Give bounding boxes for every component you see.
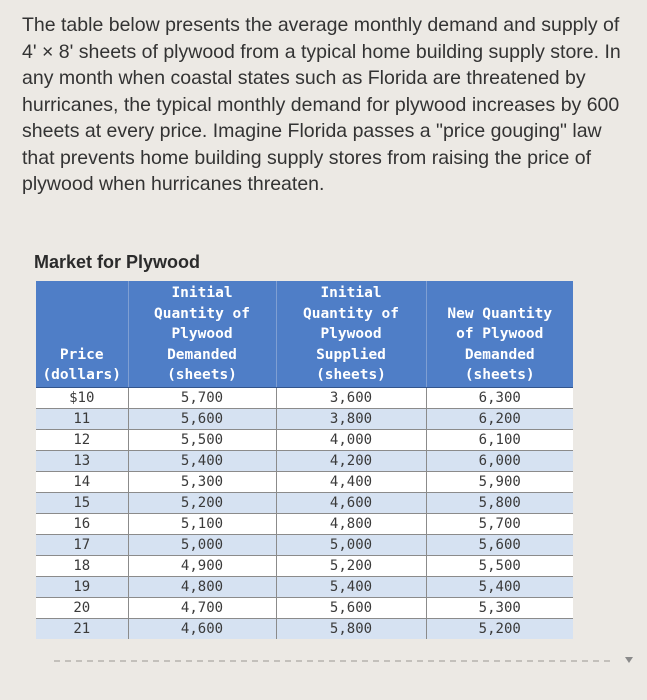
header-initial-supplied: Initial Quantity of Plywood Supplied (sheets): [276, 281, 426, 387]
price-cell: 20: [36, 597, 128, 618]
initial-demanded-cell: 5,300: [128, 471, 276, 492]
initial-supplied-cell: 4,800: [276, 513, 426, 534]
table-row: [36, 387, 573, 408]
new-demanded-cell: 5,800: [426, 492, 573, 513]
initial-demanded-cell: 5,400: [128, 450, 276, 471]
table-row: [36, 534, 573, 555]
table-row: [36, 597, 573, 618]
new-demanded-cell: 6,100: [426, 429, 573, 450]
new-demanded-cell: 5,300: [426, 597, 573, 618]
initial-supplied-cell: 4,600: [276, 492, 426, 513]
price-cell: 16: [36, 513, 128, 534]
initial-supplied-cell: 5,000: [276, 534, 426, 555]
table-row: [36, 555, 573, 576]
price-cell: 14: [36, 471, 128, 492]
price-cell: 15: [36, 492, 128, 513]
price-cell: 17: [36, 534, 128, 555]
initial-supplied-cell: 4,000: [276, 429, 426, 450]
problem-text: The table below presents the average monthly demand and supply of 4' × 8' sheets of plywood from a typical home building supply store. In any month when coastal states such as Florida are threatened by hurricanes, the typical monthly demand for plywood increases by 600 sheets at every price. Imagine Florida passes a "price gouging" law that prevents home building supply stores from raising the price of plywood when hurricanes threaten.: [22, 14, 621, 195]
partial-next-content-strip: [54, 660, 614, 662]
table-row: [36, 471, 573, 492]
table-row: [36, 450, 573, 471]
table-header-row: [36, 281, 573, 387]
table-row: [36, 513, 573, 534]
new-demanded-cell: 5,500: [426, 555, 573, 576]
new-demanded-cell: 5,200: [426, 618, 573, 639]
initial-demanded-cell: 4,800: [128, 576, 276, 597]
plywood-market-table: [36, 281, 573, 639]
header-new-demanded: New Quantity of Plywood Demanded (sheets): [426, 281, 573, 387]
price-cell: $10: [36, 387, 128, 408]
table-row: [36, 429, 573, 450]
initial-demanded-cell: 4,900: [128, 555, 276, 576]
price-cell: 12: [36, 429, 128, 450]
plywood-market-table-container: [36, 281, 573, 639]
initial-demanded-cell: 5,500: [128, 429, 276, 450]
initial-demanded-cell: 5,600: [128, 408, 276, 429]
table-row: [36, 492, 573, 513]
initial-supplied-cell: 5,200: [276, 555, 426, 576]
new-demanded-cell: 6,300: [426, 387, 573, 408]
initial-demanded-cell: 5,100: [128, 513, 276, 534]
initial-supplied-cell: 3,600: [276, 387, 426, 408]
initial-supplied-cell: 5,800: [276, 618, 426, 639]
initial-supplied-cell: 3,800: [276, 408, 426, 429]
table-row: [36, 576, 573, 597]
price-cell: 18: [36, 555, 128, 576]
initial-demanded-cell: 4,600: [128, 618, 276, 639]
initial-supplied-cell: 5,400: [276, 576, 426, 597]
price-cell: 19: [36, 576, 128, 597]
initial-supplied-cell: 4,200: [276, 450, 426, 471]
initial-demanded-cell: 4,700: [128, 597, 276, 618]
new-demanded-cell: 6,200: [426, 408, 573, 429]
price-cell: 11: [36, 408, 128, 429]
initial-demanded-cell: 5,000: [128, 534, 276, 555]
initial-demanded-cell: 5,200: [128, 492, 276, 513]
new-demanded-cell: 5,700: [426, 513, 573, 534]
table-title: Market for Plywood: [34, 252, 201, 272]
scroll-down-arrow-icon[interactable]: [625, 657, 633, 663]
initial-demanded-cell: 5,700: [128, 387, 276, 408]
table-row: [36, 618, 573, 639]
new-demanded-cell: 5,900: [426, 471, 573, 492]
header-price: Price (dollars): [36, 281, 128, 387]
new-demanded-cell: 5,400: [426, 576, 573, 597]
new-demanded-cell: 6,000: [426, 450, 573, 471]
price-cell: 13: [36, 450, 128, 471]
header-initial-demanded: Initial Quantity of Plywood Demanded (sheets): [128, 281, 276, 387]
initial-supplied-cell: 5,600: [276, 597, 426, 618]
new-demanded-cell: 5,600: [426, 534, 573, 555]
initial-supplied-cell: 4,400: [276, 471, 426, 492]
price-cell: 21: [36, 618, 128, 639]
table-row: [36, 408, 573, 429]
